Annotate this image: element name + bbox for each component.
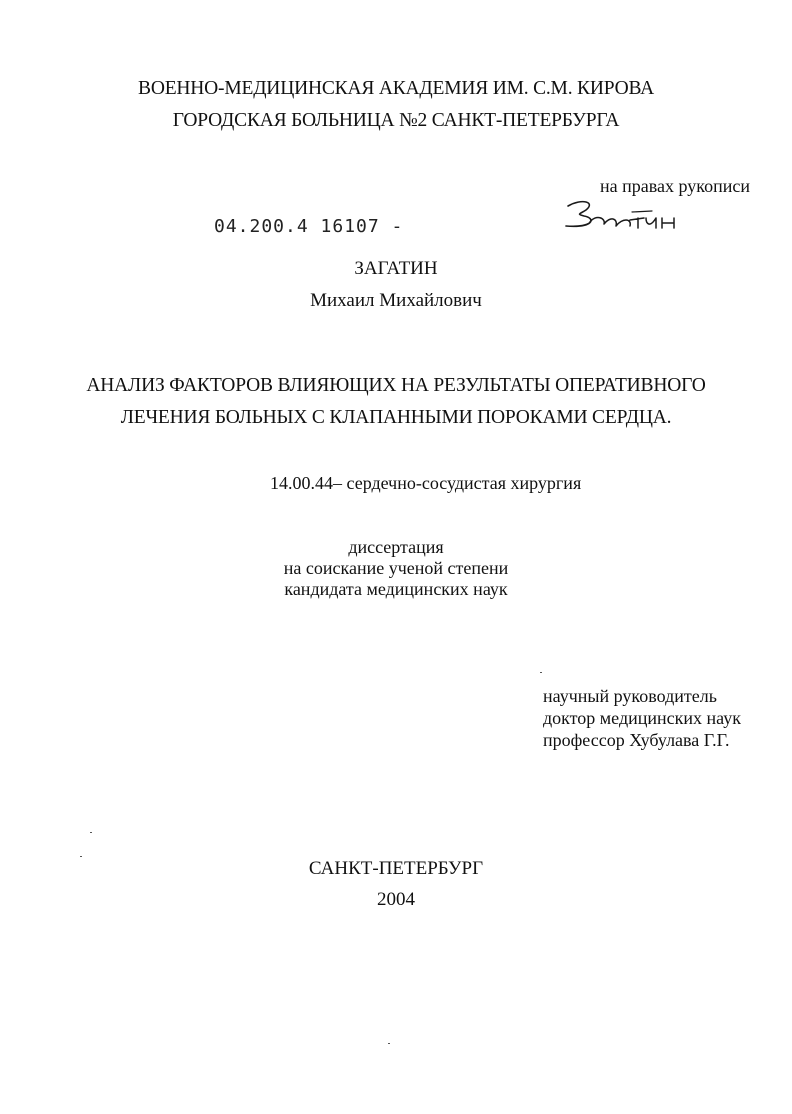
specialty: 14.00.44– сердечно-сосудистая хирургия: [270, 473, 582, 493]
scan-speck: [388, 1043, 390, 1044]
footer-city: САНКТ-ПЕТЕРБУРГ: [308, 858, 484, 879]
footer-year: 2004: [377, 889, 415, 910]
supervisor-line-3: профессор Хубулава Г.Г.: [543, 730, 730, 750]
title-line-1: АНАЛИЗ ФАКТОРОВ ВЛИЯЮЩИХ НА РЕЗУЛЬТАТЫ ОПЕРАТИВНОГО: [86, 375, 706, 396]
thesis-line-1: диссертация: [348, 537, 444, 557]
author-surname: ЗАГАТИН: [354, 258, 438, 279]
institution-line-1: ВОЕННО-МЕДИЦИНСКАЯ АКАДЕМИЯ ИМ. С.М. КИРОВА: [138, 78, 654, 99]
scan-speck: [80, 856, 82, 857]
supervisor-line-1: научный руководитель: [543, 686, 717, 706]
supervisor-line-2: доктор медицинских наук: [543, 708, 741, 728]
author-signature: [562, 196, 722, 244]
thesis-line-3: кандидата медицинских наук: [284, 579, 508, 599]
thesis-line-2: на соискание ученой степени: [283, 558, 509, 578]
scan-speck: [540, 672, 542, 673]
registration-stamp: 04.200.4 16107 -: [214, 216, 404, 237]
scan-speck: [90, 832, 92, 833]
manuscript-note: на правах рукописи: [600, 176, 750, 196]
institution-line-2: ГОРОДСКАЯ БОЛЬНИЦА №2 САНКТ-ПЕТЕРБУРГА: [172, 110, 620, 131]
author-name: Михаил Михайлович: [310, 290, 482, 311]
title-line-2: ЛЕЧЕНИЯ БОЛЬНЫХ С КЛАПАННЫМИ ПОРОКАМИ СЕРДЦА.: [120, 407, 672, 428]
